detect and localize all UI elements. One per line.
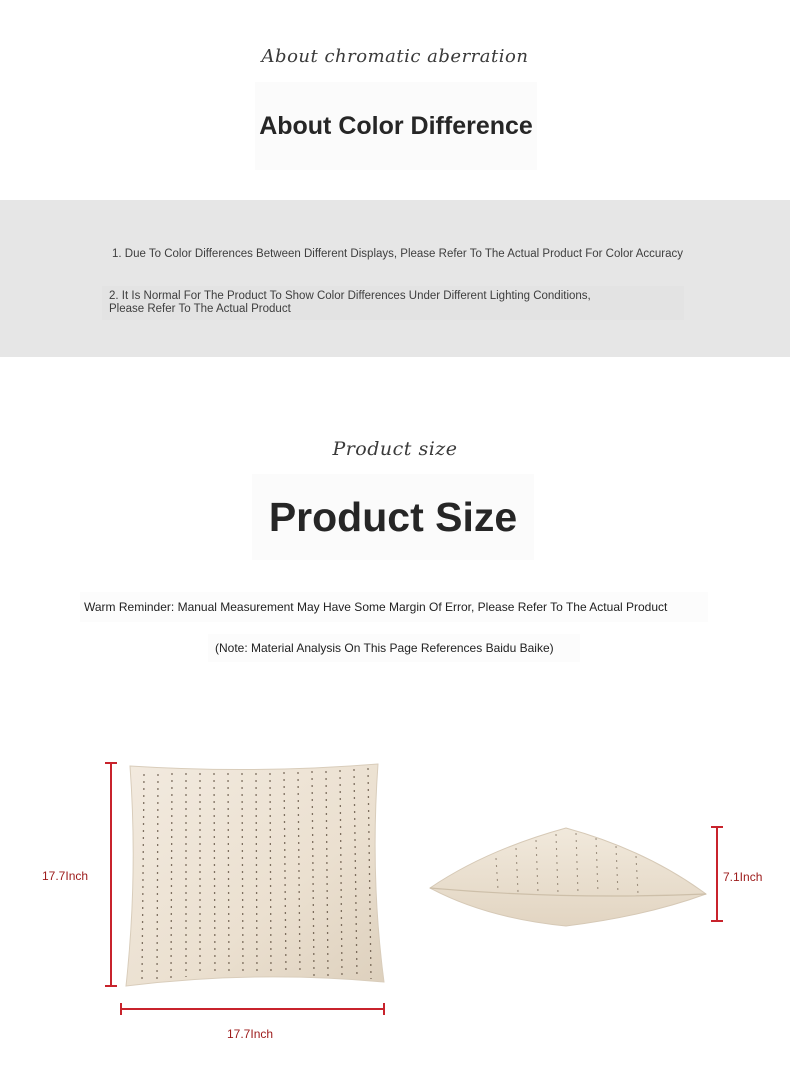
color-notes-band (0, 200, 790, 357)
size-script-title: Product size (332, 438, 458, 460)
color-script-title: About chromatic aberration (261, 46, 529, 67)
height-rule-cap-bottom (105, 985, 117, 987)
height-rule-cap-top (105, 762, 117, 764)
width-rule-cap-left (120, 1003, 122, 1015)
thickness-label: 7.1Inch (723, 870, 763, 884)
color-note-2: 2. It Is Normal For The Product To Show Color Differences Under Different Lighting Conditions, (109, 290, 591, 302)
color-note-3: Please Refer To The Actual Product (109, 303, 291, 315)
thickness-rule-cap-top (711, 826, 723, 828)
measurement-reminder: Warm Reminder: Manual Measurement May Have Some Margin Of Error, Please Refer To The Actual Product (84, 600, 668, 614)
pillow-front-image (120, 758, 392, 994)
thickness-rule (716, 827, 718, 922)
color-note-1: 1. Due To Color Differences Between Different Displays, Please Refer To The Actual Product For Color Accuracy (112, 248, 684, 260)
width-label: 17.7Inch (227, 1027, 274, 1041)
material-note: (Note: Material Analysis On This Page References Baidu Baike) (215, 641, 554, 655)
width-rule-cap-right (383, 1003, 385, 1015)
width-rule (121, 1008, 385, 1010)
height-rule (110, 763, 112, 987)
size-title: Product Size (252, 474, 534, 560)
thickness-rule-cap-bottom (711, 920, 723, 922)
pillow-side-image (426, 820, 712, 932)
color-title: About Color Difference (255, 82, 537, 170)
height-label: 17.7Inch (42, 869, 89, 883)
